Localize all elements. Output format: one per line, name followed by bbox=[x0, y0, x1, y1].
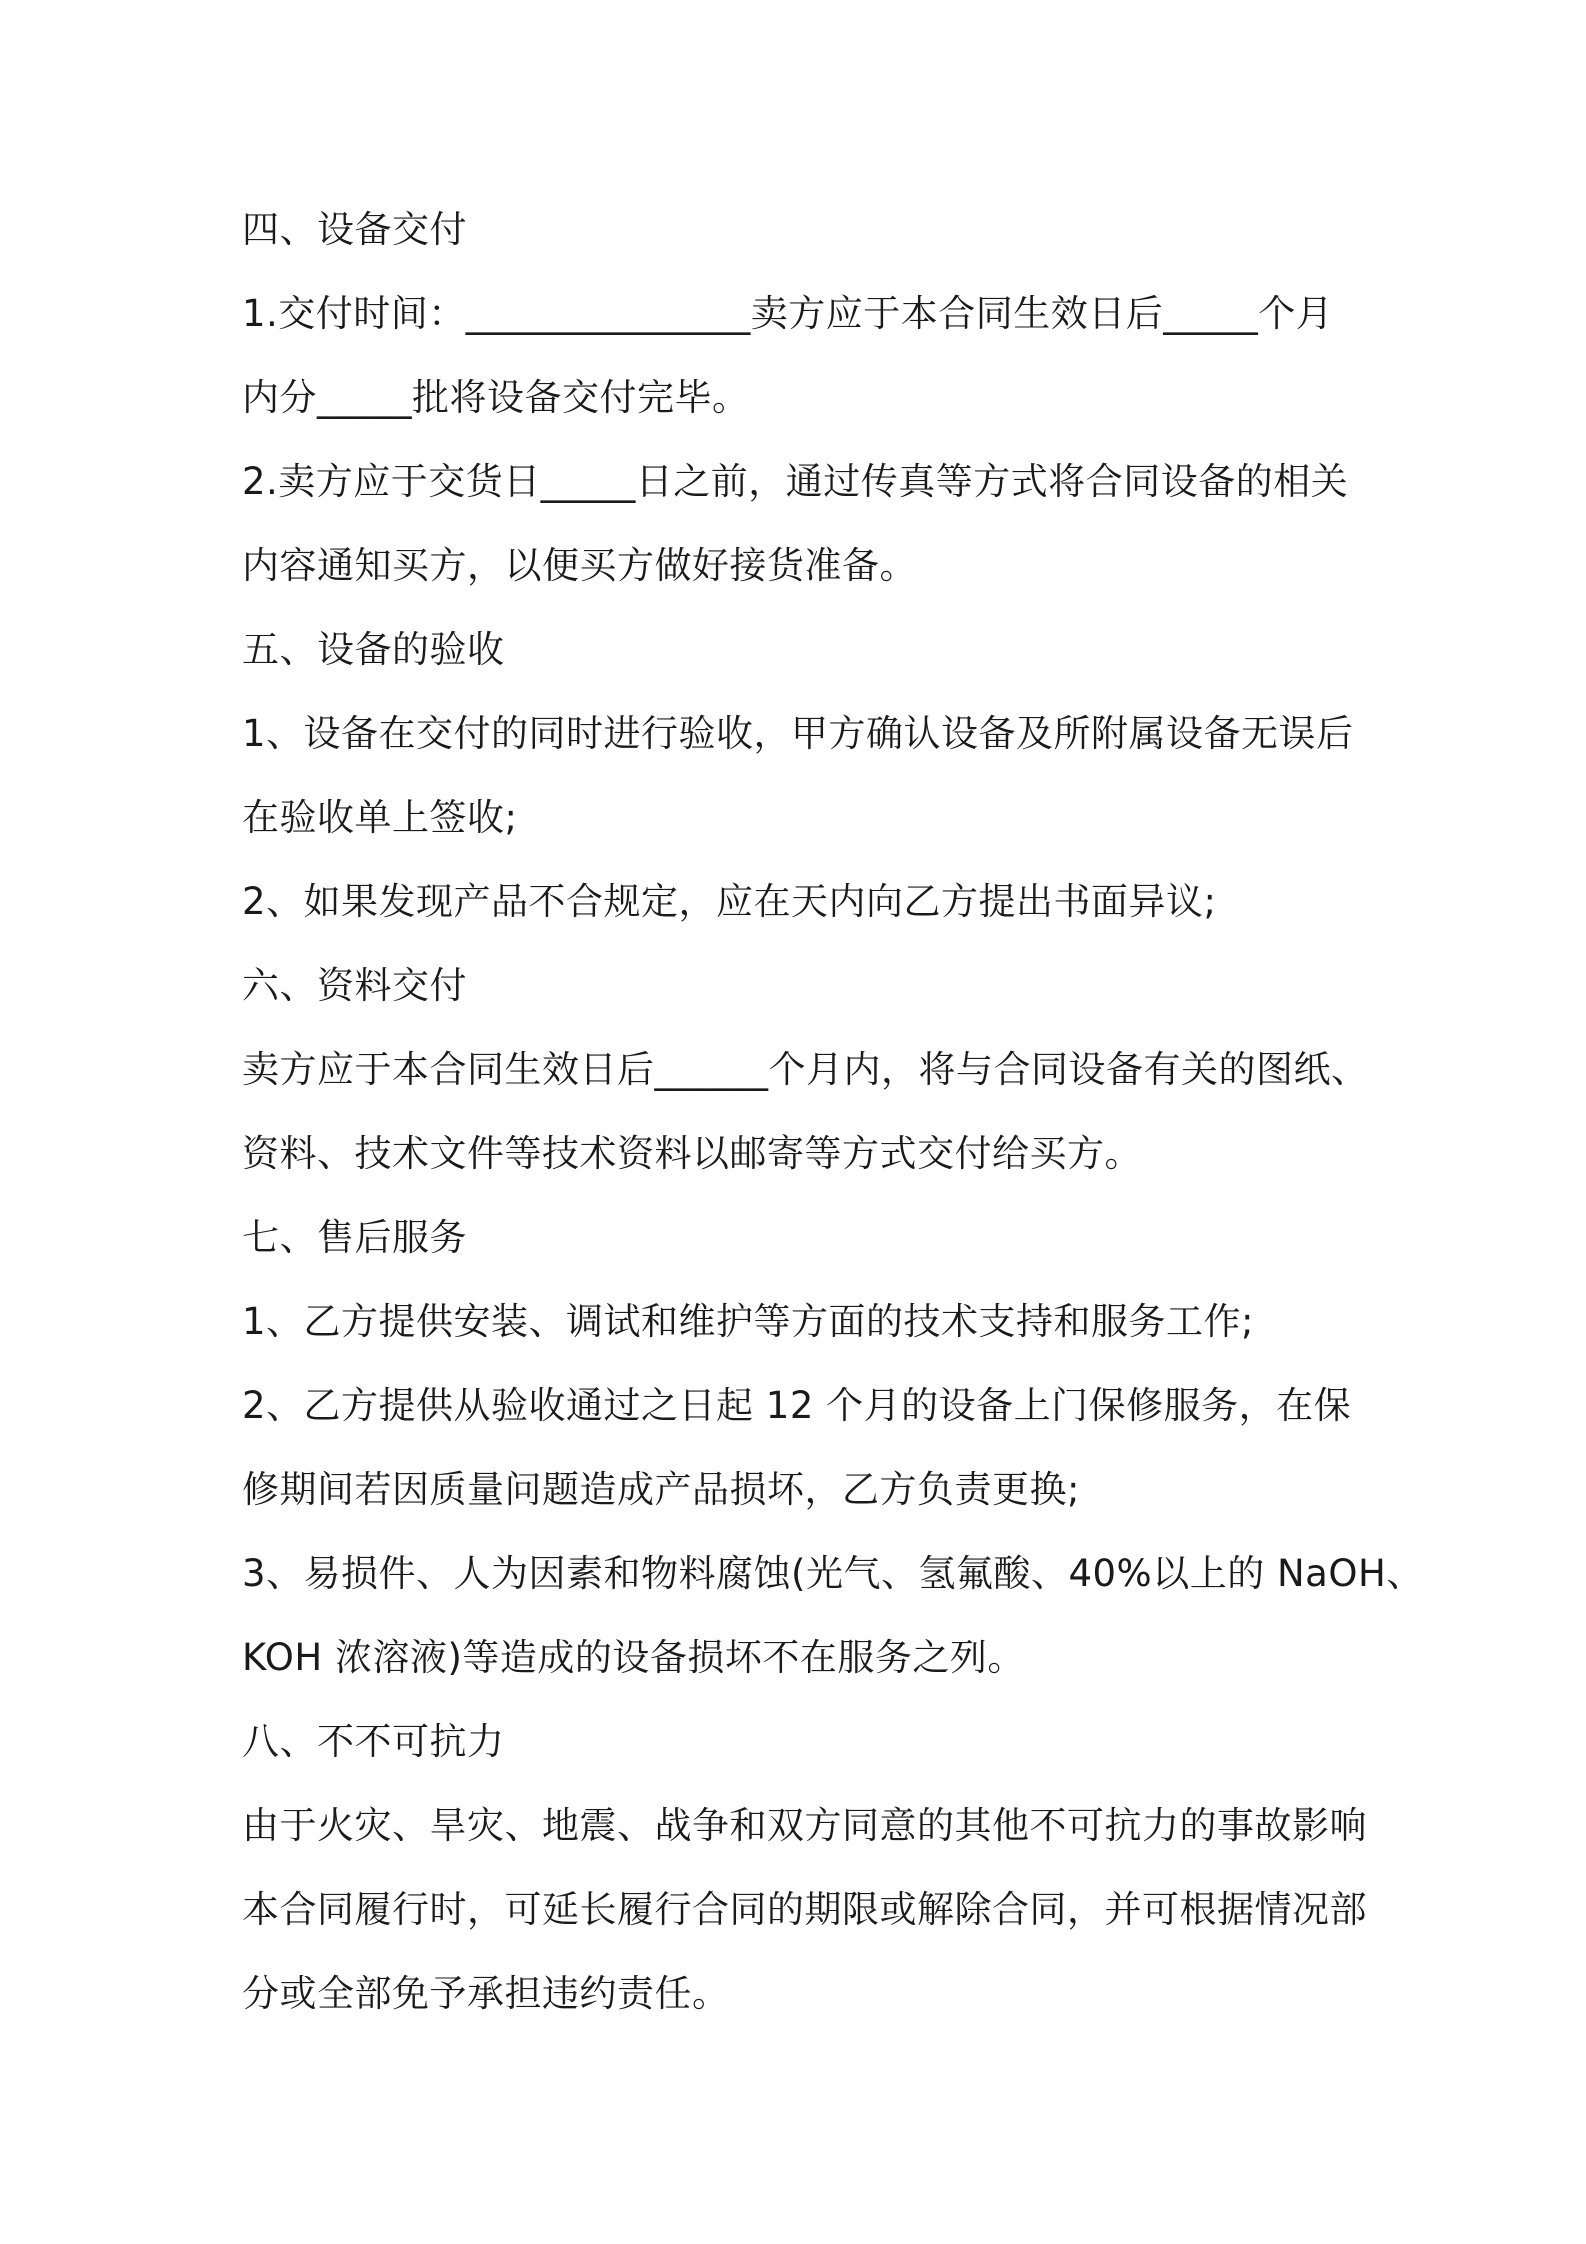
paragraph-line: 资料、技术文件等技术资料以邮寄等方式交付给买方。 bbox=[242, 1132, 1142, 1175]
section-heading-force-majeure: 八、不不可抗力 bbox=[242, 1720, 505, 1763]
section-heading-acceptance: 五、设备的验收 bbox=[242, 628, 505, 671]
section-heading-delivery: 四、设备交付 bbox=[242, 208, 467, 251]
paragraph-line: 修期间若因质量问题造成产品损坏，乙方负责更换; bbox=[242, 1468, 1080, 1511]
paragraph-line: 3、易损件、人为因素和物料腐蚀(光气、氢氟酸、40%以上的 NaOH、 bbox=[242, 1552, 1424, 1595]
paragraph-line: 2.卖方应于交货日_____日之前，通过传真等方式将合同设备的相关 bbox=[242, 460, 1349, 503]
paragraph-line: KOH 浓溶液)等造成的设备损坏不在服务之列。 bbox=[242, 1636, 1025, 1679]
section-heading-documents: 六、资料交付 bbox=[242, 964, 467, 1007]
paragraph-line: 1、设备在交付的同时进行验收，甲方确认设备及所附属设备无误后 bbox=[242, 712, 1354, 755]
paragraph-line: 1.交付时间：_______________卖方应于本合同生效日后_____个月 bbox=[242, 292, 1334, 335]
paragraph-line: 内容通知买方，以便买方做好接货准备。 bbox=[242, 544, 917, 587]
paragraph-line: 2、如果发现产品不合规定，应在天内向乙方提出书面异议; bbox=[242, 880, 1217, 923]
section-heading-after-sales: 七、售后服务 bbox=[242, 1216, 467, 1259]
paragraph-line: 2、乙方提供从验收通过之日起 12 个月的设备上门保修服务，在保 bbox=[242, 1384, 1352, 1427]
paragraph-line: 在验收单上签收; bbox=[242, 796, 518, 839]
paragraph-line: 分或全部免予承担违约责任。 bbox=[242, 1972, 730, 2015]
paragraph-line: 卖方应于本合同生效日后______个月内，将与合同设备有关的图纸、 bbox=[242, 1048, 1369, 1091]
paragraph-line: 由于火灾、旱灾、地震、战争和双方同意的其他不可抗力的事故影响 bbox=[242, 1804, 1367, 1847]
paragraph-line: 本合同履行时，可延长履行合同的期限或解除合同，并可根据情况部 bbox=[242, 1888, 1367, 1931]
paragraph-line: 内分_____批将设备交付完毕。 bbox=[242, 376, 750, 419]
document-page bbox=[242, 188, 1424, 2036]
paragraph-line: 1、乙方提供安装、调试和维护等方面的技术支持和服务工作; bbox=[242, 1300, 1255, 1343]
